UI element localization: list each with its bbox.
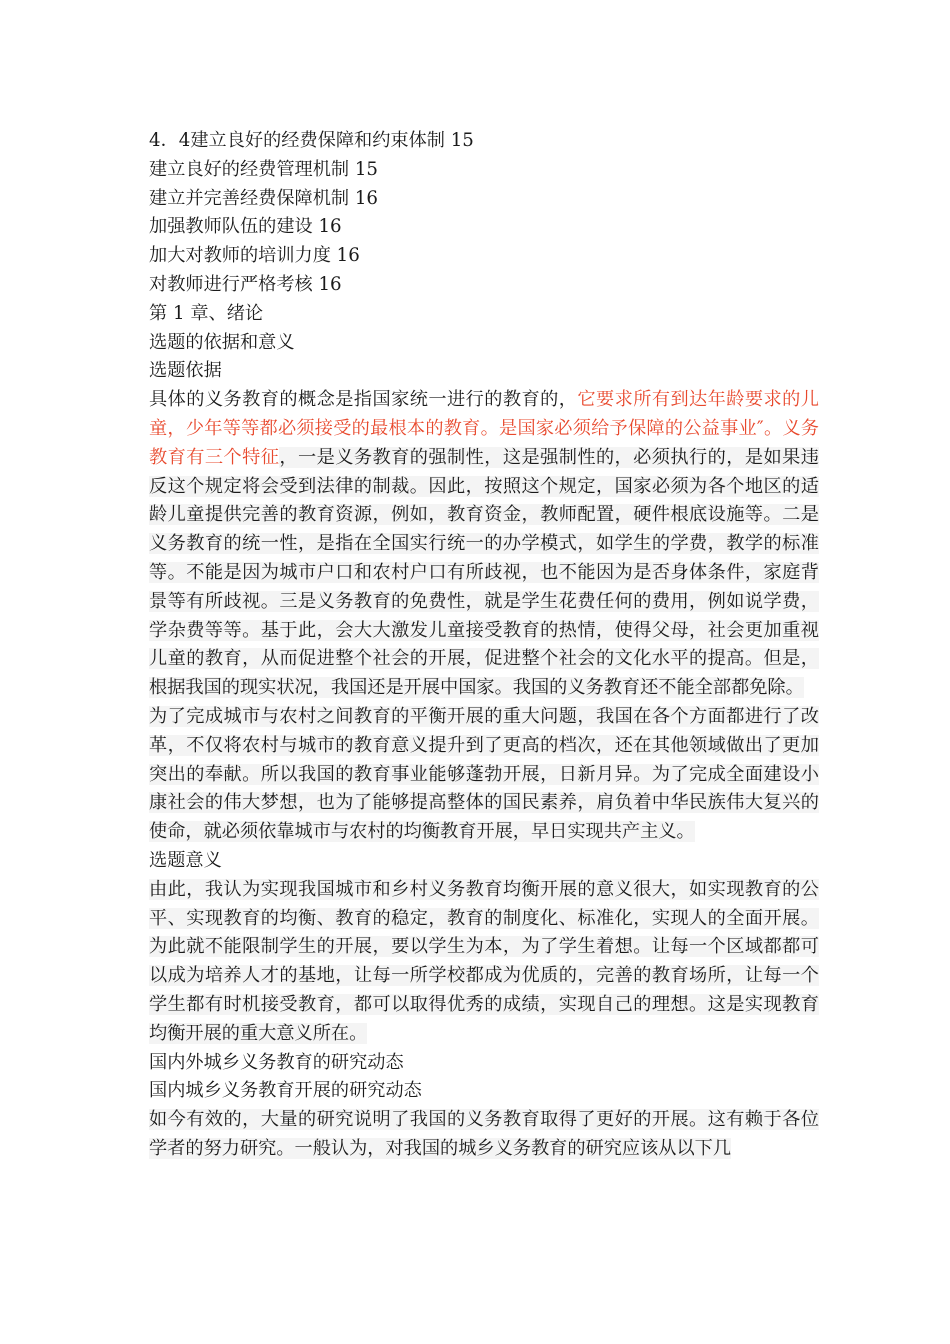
section-heading: 国内外城乡义务教育的研究动态 bbox=[149, 1051, 404, 1073]
section-heading: 选题的依据和意义 bbox=[149, 331, 295, 353]
chapter-title: 第 1 章、绪论 bbox=[149, 302, 264, 324]
document-page bbox=[149, 127, 819, 1164]
highlighted-text: 它要求所有到达年龄要求的儿童，少年等等都必须接受的最根本的教育。是国家必须给予保障的公益事业″。义务教育有三个特征 bbox=[149, 389, 819, 468]
paragraph-rest: ，一是义务教育的强制性，这是强制性的，必须执行的，是如果违反这个规定将会受到法律的制裁。因此，按照这个规定，国家必须为各个地区的适龄儿童提供完善的教育资源，例如，教育资金，教师配置，硬件根底设施等。二是义务教育的统一性，是指在全国实行统一的办学模式，如学生的学费，教学的标准等。不能是因为城市户口和农村户口有所歧视，也不能因为是否身体条件，家庭背景等有所歧视。三是义务教育的免费性，就是学生花费任何的费用，例如说学费，学杂费等等。基于此，会大大激发儿童接受教育的热情，使得父母，社会更加重视儿童的教育，从而促进整个社会的开展，促进整个社会的文化水平的提高。但是，根据我国的现实状况，我国还是开展中国家。我国的义务教育还不能全部都免除。 bbox=[149, 446, 819, 699]
toc-entry: 建立并完善经费保障机制 16 bbox=[149, 187, 378, 209]
paragraph-lead: 具体的义务教育的概念是指国家统一进行的教育的， bbox=[149, 389, 578, 411]
subsection-heading: 选题依据 bbox=[149, 360, 222, 382]
paragraph-text: 为了完成城市与农村之间教育的平衡开展的重大问题，我国在各个方面都进行了改革，不仅将农村与城市的教育意义提升到了更高的档次，还在其他领域做出了更加突出的奉献。所以我国的教育事业能够蓬勃开展，日新月异。为了完成全面建设小康社会的伟大梦想，也为了能够提高整体的国民素养，肩负着中华民族伟大复兴的使命，就必须依靠城市与农村的均衡教育开展，早日实现共产主义。 bbox=[149, 705, 819, 843]
toc-entry: 4．4建立良好的经费保障和约束体制 15 bbox=[149, 130, 474, 151]
paragraph-text: 如今有效的，大量的研究说明了我国的义务教育取得了更好的开展。这有赖于各位学者的努力研究。一般认为，对我国的城乡义务教育的研究应该从以下几 bbox=[149, 1109, 819, 1159]
body-paragraph bbox=[149, 1106, 819, 1164]
toc-entry: 对教师进行严格考核 16 bbox=[149, 273, 342, 295]
subsection-heading: 国内城乡义务教育开展的研究动态 bbox=[149, 1080, 422, 1102]
body-paragraph bbox=[149, 876, 819, 1049]
paragraph-text: 由此，我认为实现我国城市和乡村义务教育均衡开展的意义很大，如实现教育的公平、实现教育的均衡、教育的稳定，教育的制度化、标准化，实现人的全面开展。为此就不能限制学生的开展，要以学生为本，为了学生着想。让每一个区域都都可以成为培养人才的基地，让每一所学校都成为优质的，完善的教育场所，让每一个学生都有时机接受教育，都可以取得优秀的成绩，实现自己的理想。这是实现教育均衡开展的重大意义所在。 bbox=[149, 878, 819, 1044]
subsection-heading: 选题意义 bbox=[149, 849, 222, 871]
toc-entry: 建立良好的经费管理机制 15 bbox=[149, 158, 378, 180]
body-paragraph bbox=[149, 703, 819, 847]
body-paragraph bbox=[149, 386, 819, 703]
toc-entry: 加强教师队伍的建设 16 bbox=[149, 216, 342, 238]
toc-entry: 加大对教师的培训力度 16 bbox=[149, 245, 360, 267]
